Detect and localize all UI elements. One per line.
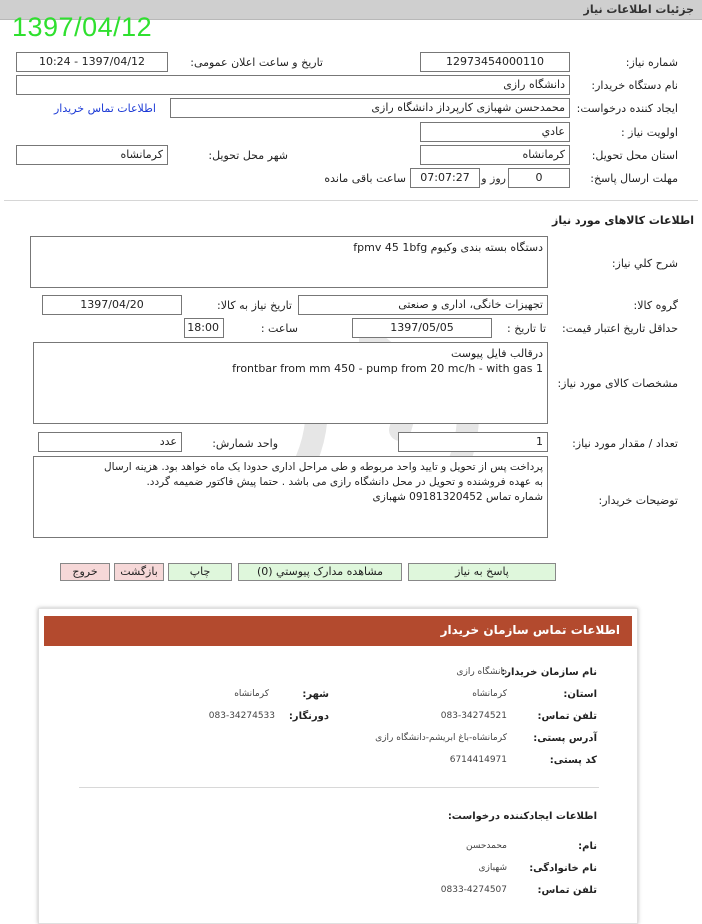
- quantity-field: [398, 432, 548, 452]
- price-validity-until-label: تا تاریخ :: [507, 322, 546, 335]
- window-title: جزئیات اطلاعات نیاز: [583, 3, 694, 16]
- buyer-notes-label: توضیحات خریدار:: [598, 494, 678, 507]
- postal-code-label: کد پستی:: [549, 755, 597, 766]
- group-label: گروه کالا:: [633, 299, 678, 312]
- priority-field: عادي: [420, 122, 570, 142]
- postal-code-value: 6714414971: [449, 755, 507, 765]
- quantity-label: تعداد / مقدار مورد نیاز:: [572, 437, 678, 450]
- address-value: کرمانشاه-باغ ابریشم-دانشگاه رازی: [375, 733, 507, 743]
- print-button[interactable]: چاپ: [168, 563, 232, 581]
- buyer-contact-panel: [38, 608, 638, 924]
- org-name-value: دانشگاه رازی: [456, 667, 507, 677]
- buyer-contact-link[interactable]: اطلاعات تماس خریدار: [54, 102, 156, 115]
- creator-section-title: اطلاعات ایجادکننده درخواست:: [447, 811, 597, 822]
- date-stamp: 1397/04/12: [12, 12, 153, 42]
- buyer-org-label: نام دستگاه خریدار:: [591, 79, 678, 92]
- unit-field: عدد: [38, 432, 182, 452]
- need-date-field: 1397/04/20: [42, 295, 182, 315]
- province-field: کرمانشاه: [420, 145, 570, 165]
- priority-label: اولویت نیاز :: [620, 126, 678, 139]
- city-label: شهر محل تحویل:: [208, 149, 288, 162]
- specs-line-1: درقالب فایل پیوست: [450, 347, 543, 360]
- specs-field: [33, 342, 548, 424]
- creator-family-value: شهبازی: [478, 863, 507, 873]
- org-name-label: نام سازمان خریدار:: [501, 667, 597, 678]
- panel-divider: [79, 787, 599, 788]
- contact-panel-title: اطلاعات تماس سازمان خریدار: [44, 616, 632, 646]
- section-divider: [4, 200, 698, 201]
- back-button[interactable]: بازگشت: [114, 563, 164, 581]
- need-number-label: شماره نیاز:: [625, 56, 678, 69]
- unit-label: واحد شمارش:: [212, 437, 278, 450]
- buyer-notes-line-1: پرداخت پس از تحویل و تایید واحد مربوطه و طی مراحل اداری حدودا یک ماه خواهد بود. هزینه ارسال: [104, 461, 543, 473]
- group-field: تجهیزات خانگی، اداری و صنعتی: [298, 295, 548, 315]
- city-field: کرمانشاه: [16, 145, 168, 165]
- deadline-time-field: 07:07:27: [410, 168, 480, 188]
- specs-line-2: frontbar from mm 450 - pump from 20 mc/h - with gas 1: [232, 362, 543, 375]
- phone-value: 083-34274521: [440, 711, 507, 721]
- creator-name-value: محمدحسن: [465, 841, 507, 851]
- price-validity-label: حداقل تاریخ اعتبار قیمت:: [562, 322, 678, 335]
- exit-button[interactable]: خروج: [60, 563, 110, 581]
- price-validity-time-field: 18:00: [184, 318, 224, 338]
- province-info-value: کرمانشاه: [472, 689, 507, 699]
- summary-text: دستگاه بسته بندی وکیوم fpmv 45 1bfg: [353, 241, 543, 254]
- announce-date-label: تاریخ و ساعت اعلان عمومی:: [190, 56, 323, 69]
- price-validity-time-label: ساعت :: [260, 322, 298, 335]
- announce-date-field: 1397/04/12 - 10:24: [16, 52, 168, 72]
- province-info-label: استان:: [563, 689, 597, 700]
- deadline-label: مهلت ارسال پاسخ:: [590, 172, 678, 185]
- view-attachments-button[interactable]: مشاهده مدارک پیوستي (0): [238, 563, 402, 581]
- respond-button[interactable]: پاسخ به نیاز: [408, 563, 556, 581]
- deadline-remaining-label: ساعت باقی مانده: [324, 172, 406, 185]
- creator-name-label: نام:: [578, 841, 597, 852]
- specs-label: مشخصات کالای مورد نیاز:: [557, 377, 678, 390]
- buyer-notes-line-2: به عهده فروشنده و تحویل در محل دانشگاه رازی می باشد . حتما پیش فاکتور ضمیمه گردد.: [146, 476, 543, 488]
- need-number-field: 12973454000110: [420, 52, 570, 72]
- city-info-label: شهر:: [302, 689, 329, 700]
- summary-label: شرح کلي نياز:: [611, 257, 678, 270]
- buyer-notes-line-3: شماره تماس 09181320452 شهبازی: [372, 491, 543, 503]
- price-validity-date-field: 1397/05/05: [352, 318, 492, 338]
- city-info-value: کرمانشاه: [234, 689, 269, 699]
- buyer-org-field: دانشگاه رازی: [16, 75, 570, 95]
- buyer-notes-field: [33, 456, 548, 538]
- creator-phone-value: 0833-4274507: [440, 885, 507, 895]
- phone-label: تلفن تماس:: [537, 711, 597, 722]
- fax-label: دورنگار:: [288, 711, 329, 722]
- creator-family-label: نام خانوادگی:: [529, 863, 597, 874]
- address-label: آدرس پستی:: [533, 733, 597, 744]
- summary-field: [30, 236, 548, 288]
- deadline-days-field: 0: [508, 168, 570, 188]
- fax-value: 083-34274533: [208, 711, 275, 721]
- requester-field: محمدحسن شهبازی کارپرداز دانشگاه رازی: [170, 98, 570, 118]
- province-label: استان محل تحویل:: [591, 149, 678, 162]
- deadline-days-label: روز و: [481, 172, 506, 185]
- requester-label: ایجاد کننده درخواست:: [576, 102, 678, 115]
- quantity-value: 1: [536, 435, 543, 448]
- creator-phone-label: تلفن تماس:: [537, 885, 597, 896]
- need-date-label: تاریخ نیاز به کالا:: [217, 299, 292, 312]
- goods-section-title: اطلاعات کالاهای مورد نیاز: [552, 214, 694, 227]
